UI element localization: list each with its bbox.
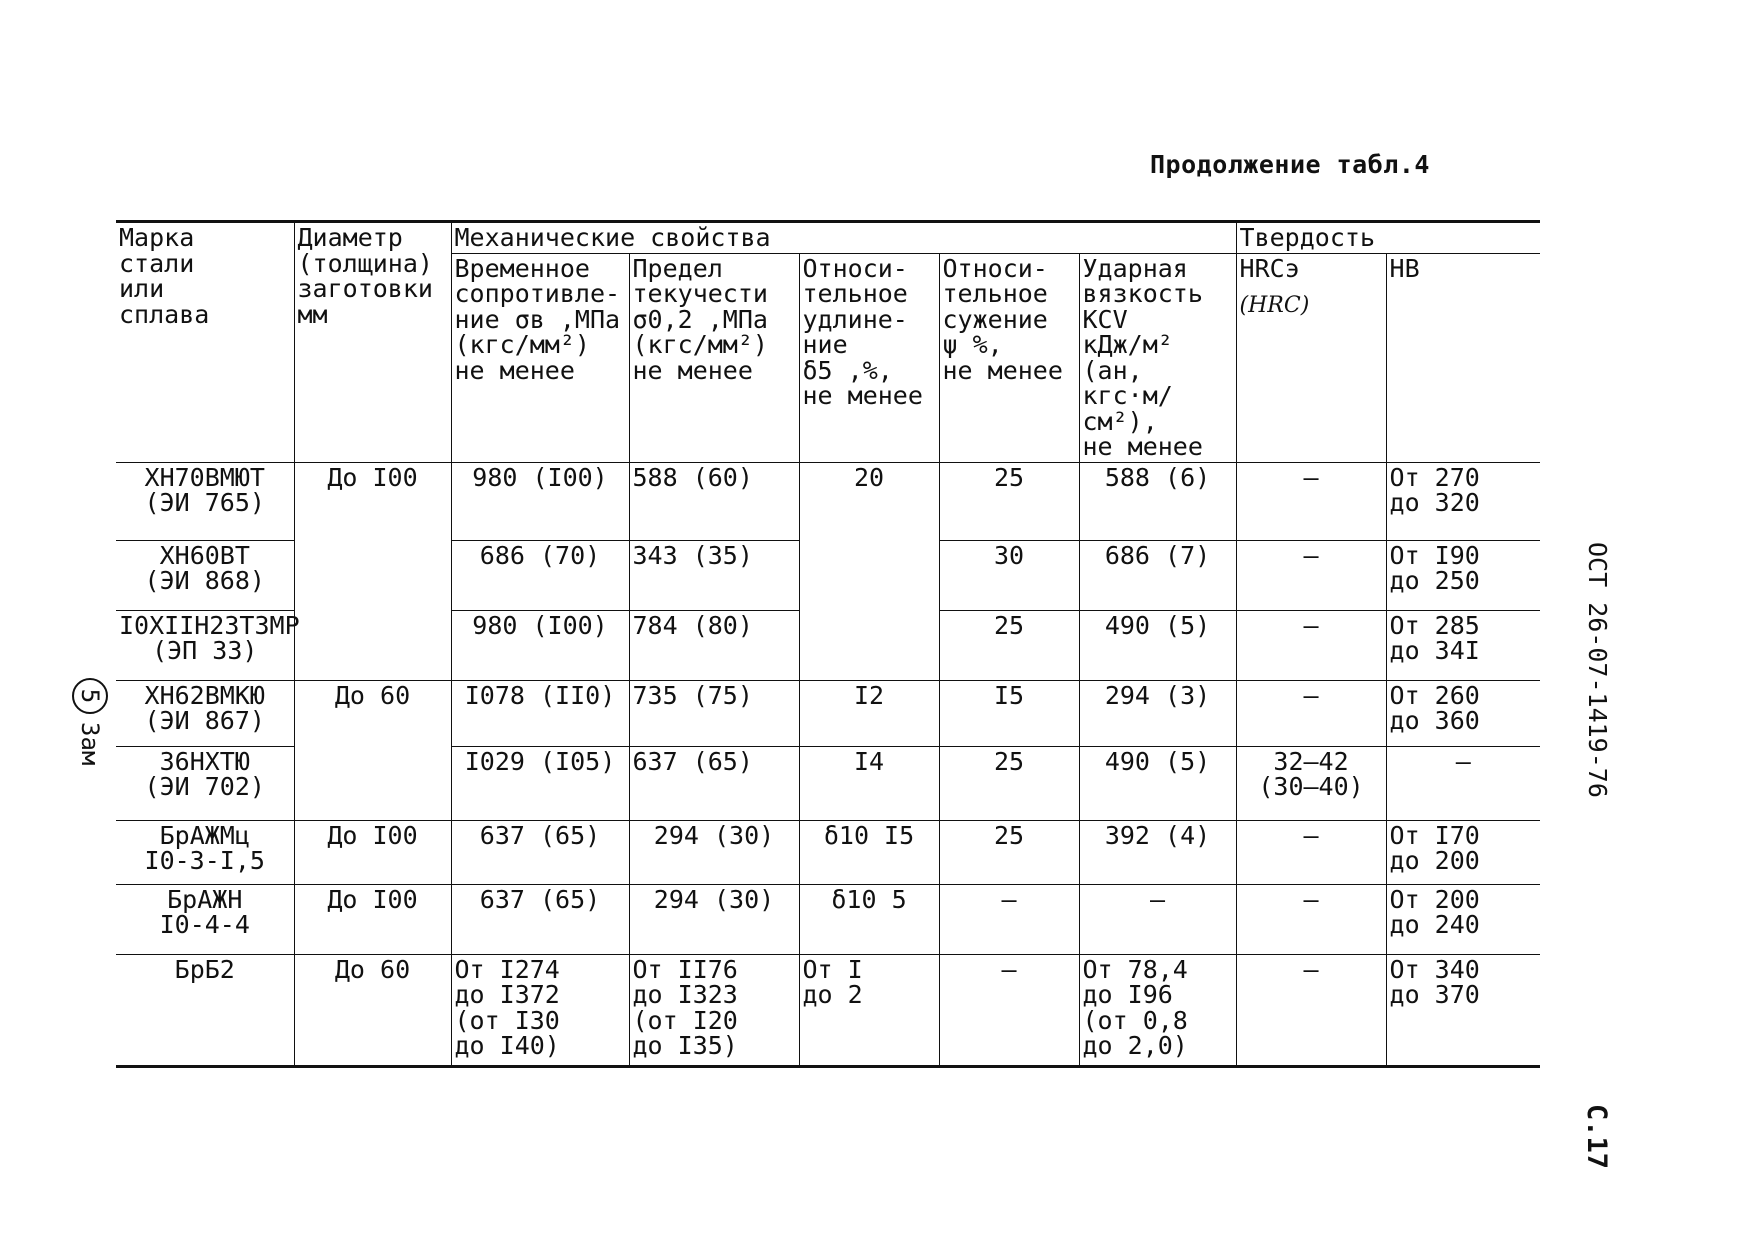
- cell-impact: 490 (5): [1079, 610, 1236, 680]
- cell-elongation-merged: 20: [799, 462, 939, 680]
- cell-reduction: 25: [939, 746, 1079, 820]
- cell-impact: От 78,4 до I96 (от 0,8 до 2,0): [1079, 954, 1236, 1066]
- table-row: [116, 884, 1540, 954]
- cell-tensile: I029 (I05): [451, 746, 629, 820]
- cell-hb: От I90 до 250: [1386, 540, 1540, 610]
- cell-hb: От 270 до 320: [1386, 462, 1540, 540]
- cell-tensile: От I274 до I372 (от I30 до I40): [451, 954, 629, 1066]
- cell-grade: ХН70ВМЮТ (ЭИ 765): [116, 462, 294, 540]
- cell-reduction: –: [939, 884, 1079, 954]
- change-mark: [72, 678, 108, 765]
- cell-reduction: 25: [939, 610, 1079, 680]
- header-hardness: Твердость: [1236, 222, 1540, 254]
- cell-impact: 686 (7): [1079, 540, 1236, 610]
- hrc-note: (HRC): [1239, 293, 1310, 318]
- cell-reduction: 25: [939, 820, 1079, 884]
- change-label: Зам: [76, 722, 104, 766]
- header-hrc: [1236, 253, 1386, 462]
- cell-hrc: 32–42 (30–40): [1236, 746, 1386, 820]
- cell-tensile: 686 (70): [451, 540, 629, 610]
- cell-diameter: До I00: [294, 884, 451, 954]
- cell-impact: –: [1079, 884, 1236, 954]
- header-impact-toughness: Ударная вязкость KCV кДж/м² (ан, кгс·м/см²), не менее: [1079, 253, 1236, 462]
- header-tensile-strength: Временное сопротивле- ние σв ,МПа (кгс/мм²) не менее: [451, 253, 629, 462]
- cell-hrc: –: [1236, 462, 1386, 540]
- cell-hrc: –: [1236, 884, 1386, 954]
- mechanical-properties-table: [116, 220, 1540, 1068]
- cell-yield: 637 (65): [629, 746, 799, 820]
- cell-grade: 36НХТЮ (ЭИ 702): [116, 746, 294, 820]
- cell-hb: От 260 до 360: [1386, 680, 1540, 746]
- cell-diameter: До 60: [294, 954, 451, 1066]
- cell-impact: 490 (5): [1079, 746, 1236, 820]
- table-caption: Продолжение табл.4: [1150, 150, 1430, 179]
- header-diameter: Диаметр (толщина) заготовки мм: [294, 222, 451, 463]
- cell-hrc: –: [1236, 610, 1386, 680]
- cell-yield: 735 (75): [629, 680, 799, 746]
- cell-hb: От 200 до 240: [1386, 884, 1540, 954]
- table-container: [116, 220, 1540, 1068]
- cell-elongation: I2: [799, 680, 939, 746]
- cell-hb: От 285 до 34I: [1386, 610, 1540, 680]
- cell-grade: БрБ2: [116, 954, 294, 1066]
- cell-diameter: До I00: [294, 820, 451, 884]
- table-row: [116, 680, 1540, 746]
- cell-yield: 294 (30): [629, 820, 799, 884]
- cell-yield: 784 (80): [629, 610, 799, 680]
- cell-reduction: 30: [939, 540, 1079, 610]
- table-row: [116, 954, 1540, 1066]
- cell-hb: От 340 до 370: [1386, 954, 1540, 1066]
- cell-tensile: 980 (I00): [451, 610, 629, 680]
- standard-code: ОСТ 26-07-1419-76: [1583, 542, 1612, 798]
- cell-elongation: δ10 I5: [799, 820, 939, 884]
- table-row: [116, 462, 1540, 540]
- header-yield-strength: Предел текучести σ0,2 ,МПа (кгс/мм²) не менее: [629, 253, 799, 462]
- header-reduction-of-area: Относи- тельное сужение ψ %, не менее: [939, 253, 1079, 462]
- cell-tensile: 637 (65): [451, 884, 629, 954]
- cell-grade: I0ХIIН23Т3МР (ЭП 33): [116, 610, 294, 680]
- cell-impact: 392 (4): [1079, 820, 1236, 884]
- cell-grade: БрАЖМц I0-3-I,5: [116, 820, 294, 884]
- header-elongation: Относи- тельное удлине- ние δ5 ,%, не менее: [799, 253, 939, 462]
- cell-hb: –: [1386, 746, 1540, 820]
- cell-reduction: I5: [939, 680, 1079, 746]
- cell-tensile: 637 (65): [451, 820, 629, 884]
- cell-diameter-merged: До I00: [294, 462, 451, 680]
- cell-reduction: 25: [939, 462, 1079, 540]
- cell-elongation: δ10 5: [799, 884, 939, 954]
- cell-impact: 294 (3): [1079, 680, 1236, 746]
- cell-yield: 294 (30): [629, 884, 799, 954]
- header-grade: Марка стали или сплава: [116, 222, 294, 463]
- cell-grade: ХН60ВТ (ЭИ 868): [116, 540, 294, 610]
- cell-diameter-merged: До 60: [294, 680, 451, 820]
- cell-hrc: –: [1236, 540, 1386, 610]
- hrc-label: HRCэ: [1239, 253, 1300, 283]
- header-row-1: [116, 222, 1540, 254]
- cell-hrc: –: [1236, 954, 1386, 1066]
- change-number: 5: [72, 678, 108, 714]
- cell-tensile: 980 (I00): [451, 462, 629, 540]
- cell-hrc: –: [1236, 680, 1386, 746]
- cell-yield: От II76 до I323 (от I20 до I35): [629, 954, 799, 1066]
- cell-elongation: I4: [799, 746, 939, 820]
- cell-impact: 588 (6): [1079, 462, 1236, 540]
- cell-elongation: От I до 2: [799, 954, 939, 1066]
- cell-grade: ХН62ВМКЮ (ЭИ 867): [116, 680, 294, 746]
- cell-tensile: I078 (II0): [451, 680, 629, 746]
- cell-hb: От I70 до 200: [1386, 820, 1540, 884]
- cell-grade: БрАЖН I0-4-4: [116, 884, 294, 954]
- cell-hrc: –: [1236, 820, 1386, 884]
- header-mechanical-properties: Механические свойства: [451, 222, 1236, 254]
- cell-yield: 588 (60): [629, 462, 799, 540]
- page-number: С.17: [1581, 1104, 1612, 1170]
- cell-reduction: –: [939, 954, 1079, 1066]
- cell-yield: 343 (35): [629, 540, 799, 610]
- header-hb: HB: [1386, 253, 1540, 462]
- table-row: [116, 820, 1540, 884]
